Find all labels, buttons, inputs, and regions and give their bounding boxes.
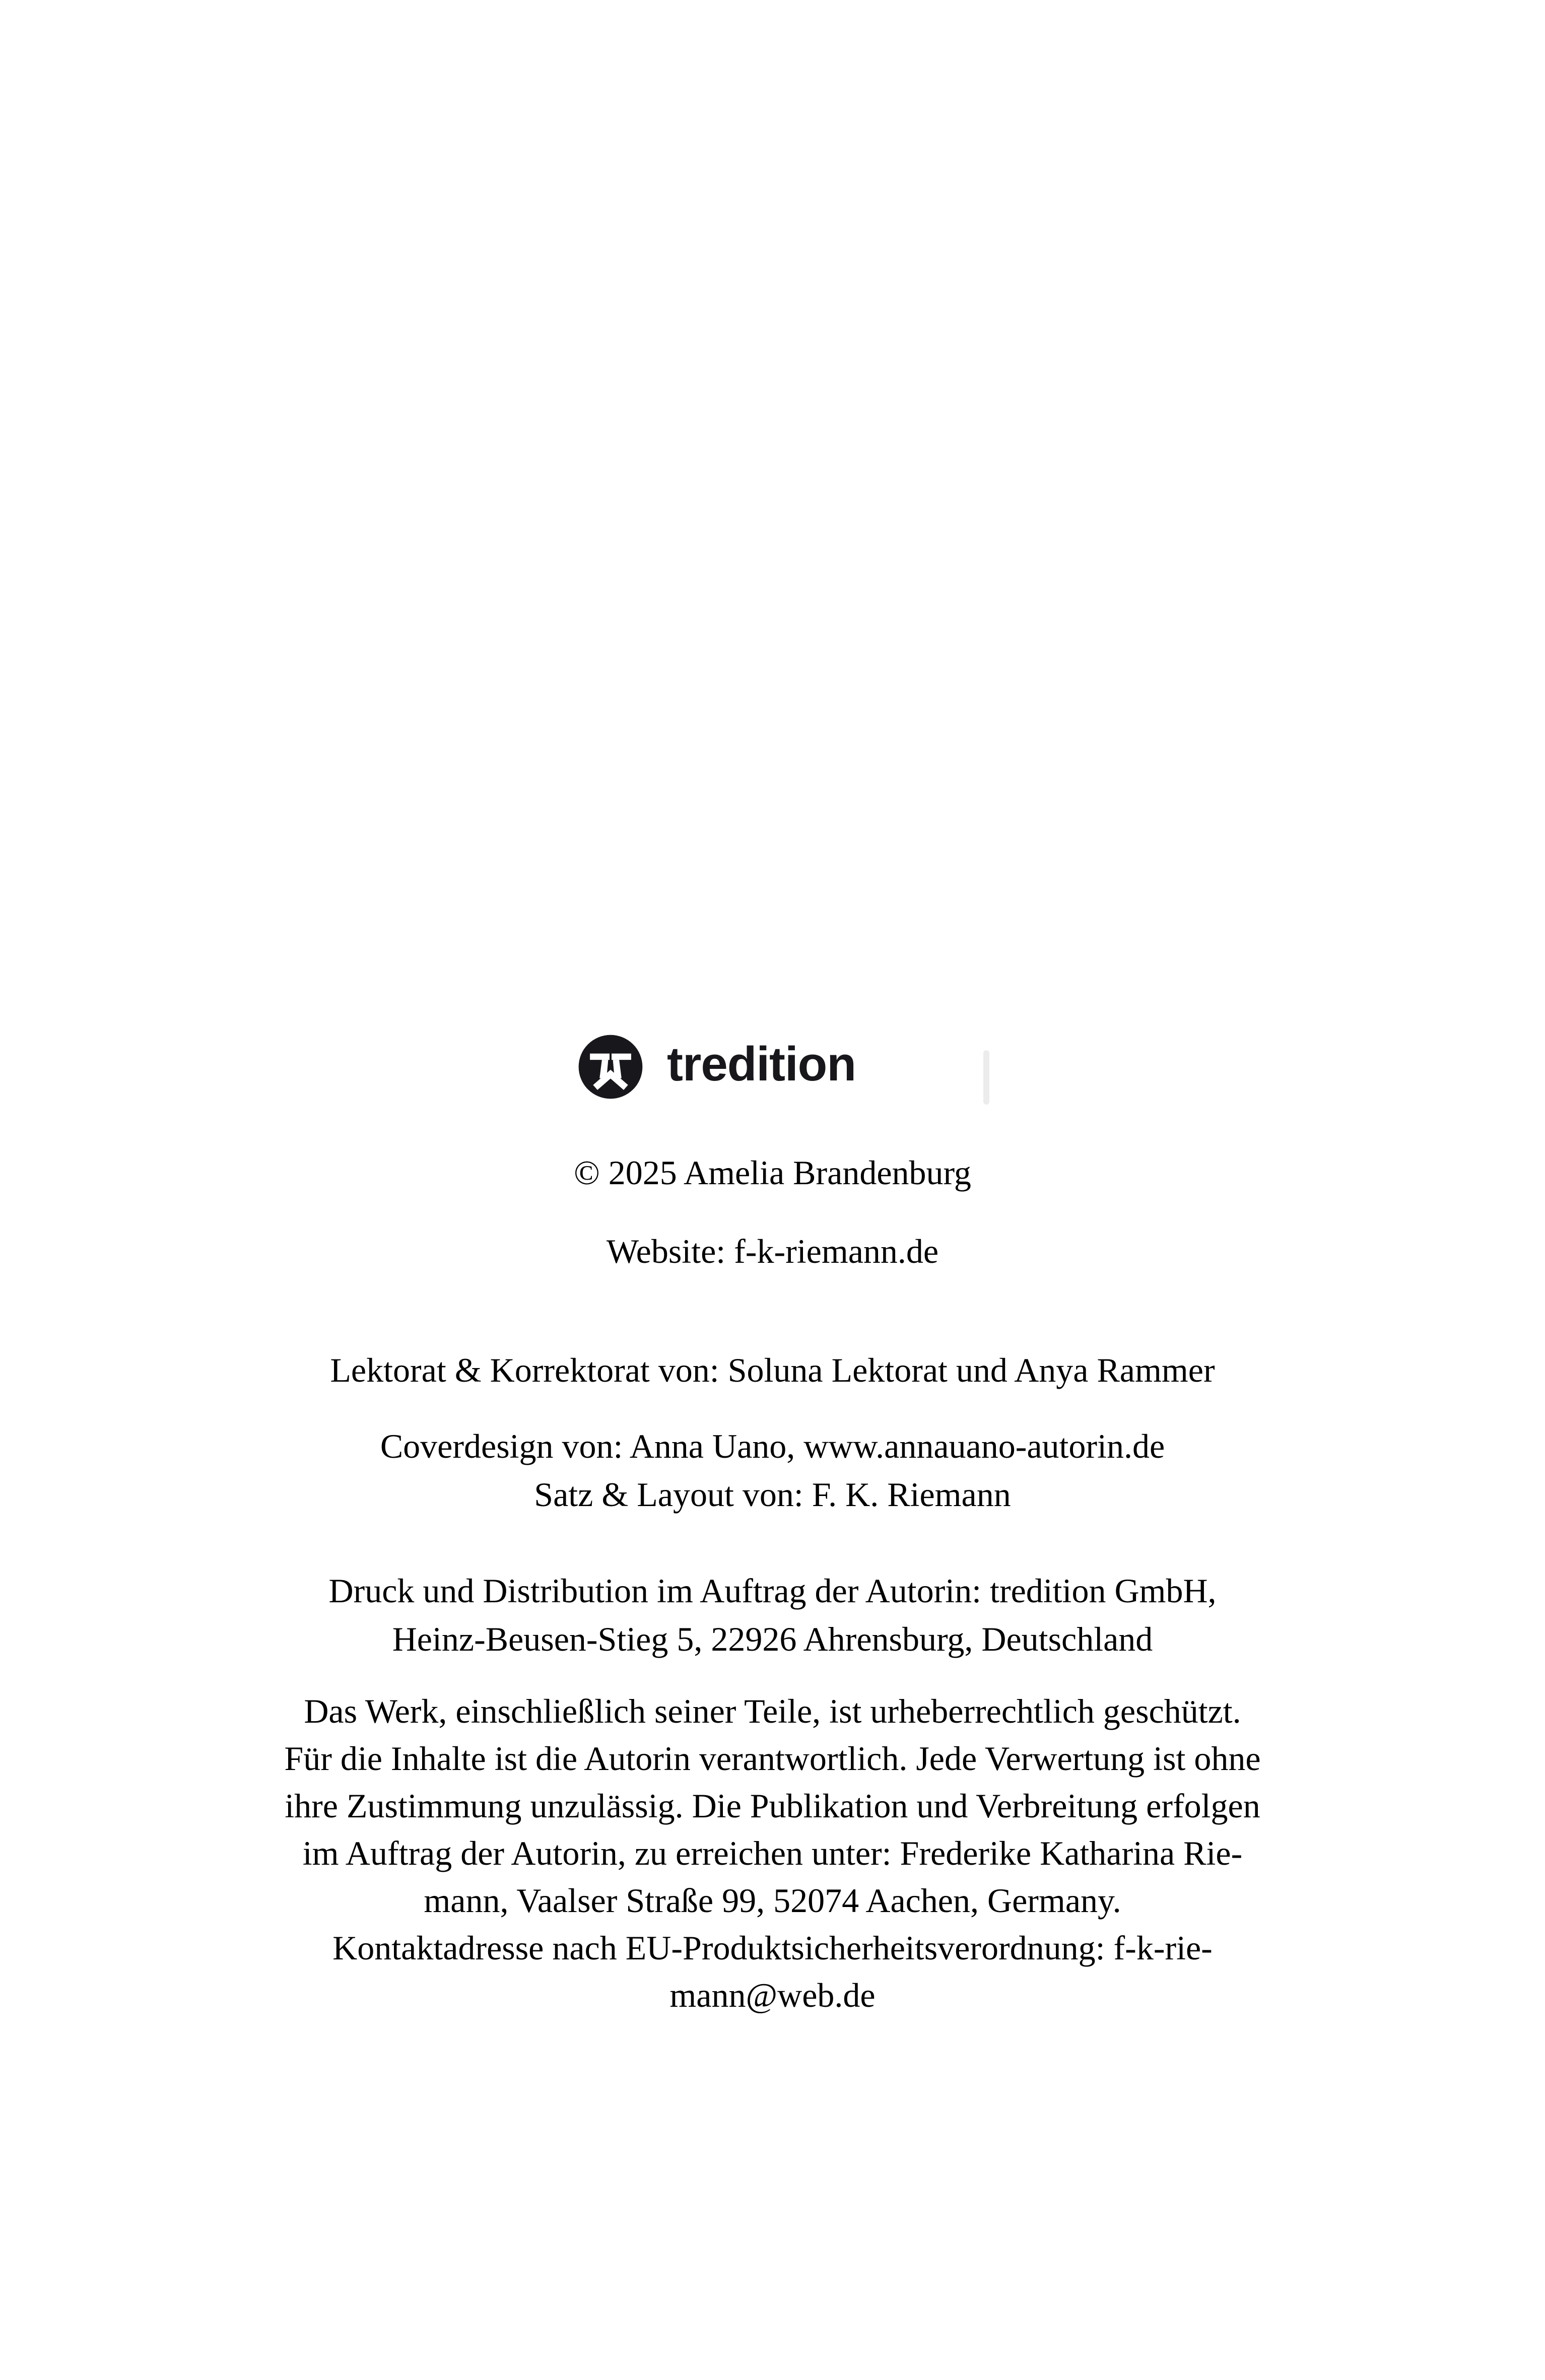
imprint-text	[0, 1148, 1545, 2019]
legal-line: ihre Zustimmung unzulässig. Die Publikation und Verbreitung erfolgen	[285, 1787, 1260, 1825]
legal-line: im Auftrag der Autorin, zu erreichen unter: Frederike Katharina Rie-	[302, 1834, 1243, 1872]
legal-line: Für die Inhalte ist die Autorin verantwortlich. Jede Verwertung ist ohne	[284, 1739, 1261, 1778]
legal-notice-block	[0, 1687, 1545, 2019]
publisher-wordmark: tredition	[667, 1037, 856, 1091]
cover-credit-block	[0, 1422, 1545, 1519]
copyright-line: © 2025 Amelia Brandenburg	[574, 1153, 971, 1192]
legal-line: Das Werk, einschließlich seiner Teile, ist urheberrechtlich geschützt.	[304, 1692, 1241, 1730]
tredition-pi-icon	[577, 1034, 644, 1100]
print-line: Druck und Distribution im Auftrag der Autorin: tredition GmbH,	[328, 1572, 1217, 1610]
print-distribution-block	[0, 1567, 1545, 1663]
editing-credit-line: Lektorat & Korrektorat von: Soluna Lektorat und Anya Rammer	[330, 1351, 1215, 1389]
publisher-address-line: Heinz-Beusen-Stieg 5, 22926 Ahrensburg, Deutschland	[392, 1620, 1153, 1658]
scan-artifact	[983, 1050, 989, 1105]
layout-credit-line: Satz & Layout von: F. K. Riemann	[534, 1475, 1011, 1514]
publisher-logo	[577, 1034, 856, 1100]
contact-email-line: mann@web.de	[669, 1976, 876, 2014]
cover-design-line: Coverdesign von: Anna Uano, www.annauano-autorin.de	[380, 1427, 1165, 1465]
website-line: Website: f-k-riemann.de	[606, 1232, 939, 1270]
legal-line: Kontaktadresse nach EU-Produktsicherheitsverordnung: f-k-rie-	[332, 1929, 1213, 1967]
legal-line: mann, Vaalser Straße 99, 52074 Aachen, Germany.	[424, 1881, 1121, 1920]
